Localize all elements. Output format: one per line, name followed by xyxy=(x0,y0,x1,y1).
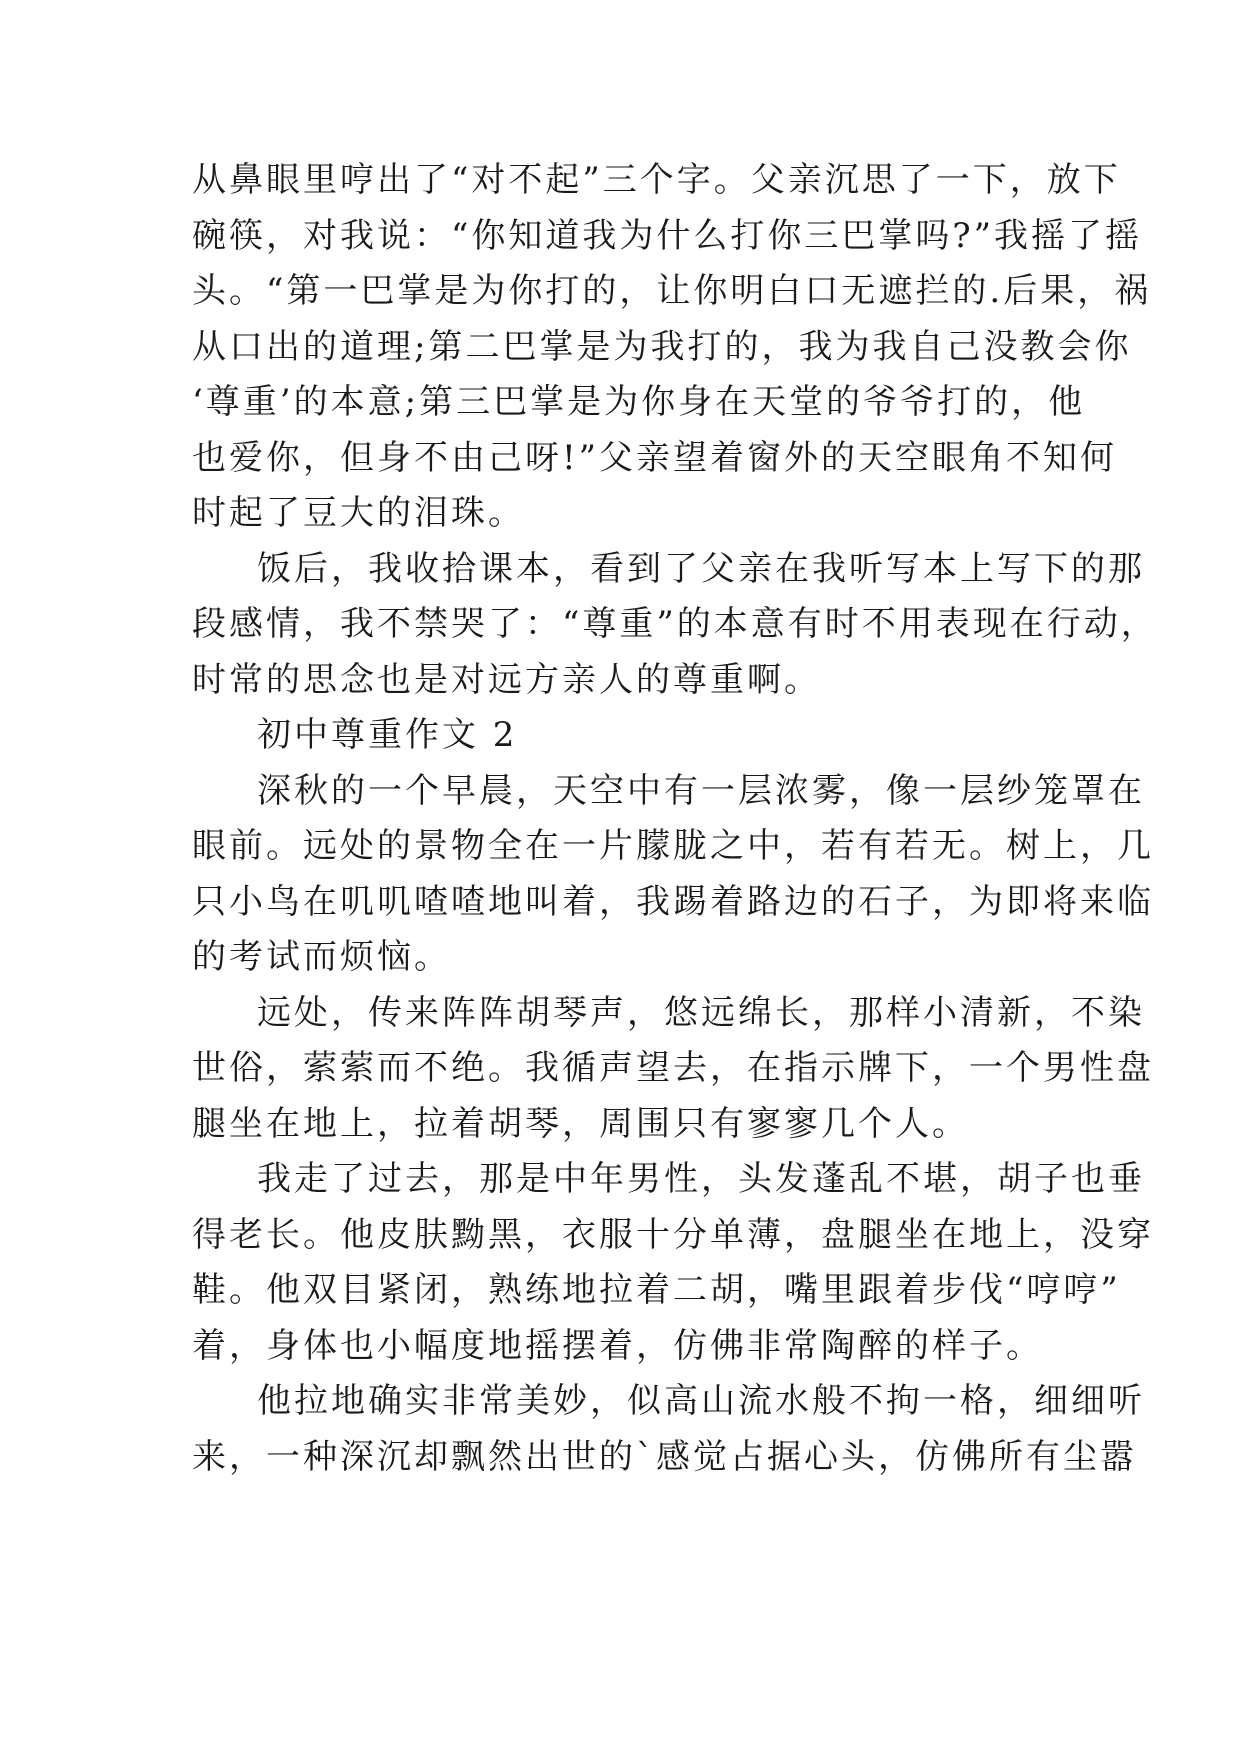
paragraph-first-line: 深秋的一个早晨，天空中有一层浓雾，像一层纱笼罩在 xyxy=(257,771,1145,811)
text-line: 世俗，萦萦而不绝。我循声望去，在指示牌下，一个男性盘 xyxy=(192,1048,1154,1088)
text-line: 时常的思念也是对远方亲人的尊重啊。 xyxy=(192,660,821,700)
section-heading: 初中尊重作文 2 xyxy=(257,715,518,755)
text-line: 着，身体也小幅度地摇摆着，仿佛非常陶醉的样子。 xyxy=(192,1326,1043,1366)
paragraph-first-line: 他拉地确实非常美妙，似高山流水般不拘一格，细细听 xyxy=(257,1381,1145,1421)
text-line: 的考试而烦恼。 xyxy=(192,937,451,977)
text-line: 从鼻眼里哼出了“对不起”三个字。父亲沉思了一下，放下 xyxy=(192,160,1121,200)
paragraph-first-line: 饭后，我收拾课本，看到了父亲在我听写本上写下的那 xyxy=(257,549,1145,589)
text-line: 眼前。远处的景物全在一片朦胧之中，若有若无。树上，几 xyxy=(192,826,1154,866)
paragraph-first-line: 远处，传来阵阵胡琴声，悠远绵长，那样小清新，不染 xyxy=(257,993,1145,1033)
text-line: 时起了豆大的泪珠。 xyxy=(192,493,525,533)
paragraph-first-line: 我走了过去，那是中年男性，头发蓬乱不堪，胡子也垂 xyxy=(257,1159,1145,1199)
text-line: 头。“第一巴掌是为你打的，让你明白口无遮拦的.后果，祸 xyxy=(192,271,1152,311)
text-line: 碗筷，对我说：“你知道我为什么打你三巴掌吗?”我摇了摇 xyxy=(192,216,1142,256)
text-line: 鞋。他双目紧闭，熟练地拉着二胡，嘴里跟着步伐“哼哼” xyxy=(192,1270,1121,1310)
text-line: 来，一种深沉却飘然出世的`感觉占据心头，仿佛所有尘嚣 xyxy=(192,1437,1137,1477)
text-line: 从口出的道理;第二巴掌是为我打的，我为我自己没教会你 xyxy=(192,327,1132,367)
text-line: 腿坐在地上，拉着胡琴，周围只有寥寥几个人。 xyxy=(192,1104,969,1144)
text-line: 得老长。他皮肤黝黑，衣服十分单薄，盘腿坐在地上，没穿 xyxy=(192,1215,1154,1255)
text-line: ‘尊重’的本意;第三巴掌是为你身在天堂的爷爷打的，他 xyxy=(192,382,1086,422)
text-line: 只小鸟在叽叽喳喳地叫着，我踢着路边的石子，为即将来临 xyxy=(192,882,1154,922)
text-line: 段感情，我不禁哭了：“尊重”的本意有时不用表现在行动， xyxy=(192,604,1158,644)
text-line: 也爱你，但身不由己呀!”父亲望着窗外的天空眼角不知何 xyxy=(192,438,1118,478)
